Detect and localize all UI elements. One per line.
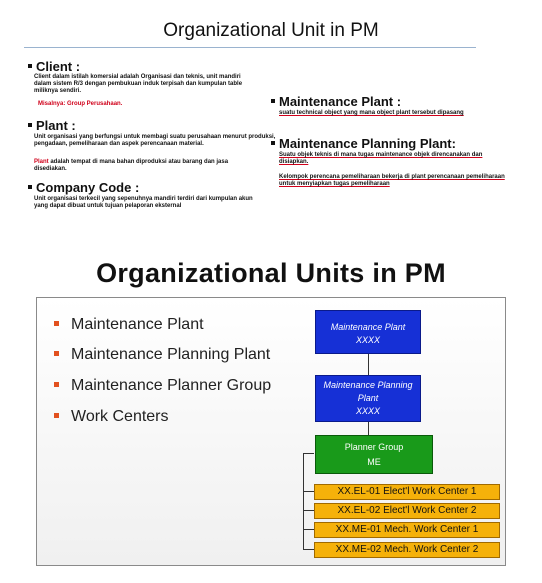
box-code: XXXX: [355, 406, 380, 416]
bullet-square-icon: [54, 413, 59, 418]
maintenance-planning-plant-body-2: Kelompok perencana pemeliharaan bekerja di plant perencanaan pemeliharaan untuk menyiapkan tugas pemeliharaan: [279, 174, 505, 188]
maintenance-planning-plant-body-1: Suatu objek teknis di mana tugas maintenance objek direncanakan dan disiapkan.: [279, 152, 483, 166]
client-heading-text: Client :: [36, 59, 81, 74]
client-body: Client dalam istilah komersial adalah Organisasi dan teknis, unit mandiri dalam sistem R/3 dengan pembukuan induk terpisah dan kumpulan table miliknya sendiri.: [34, 74, 243, 95]
bullet-text: Maintenance Plant: [71, 316, 204, 333]
plant-body-2-rest: adalah tempat di mana bahan diproduksi atau barang dan jasa disediakan.: [34, 159, 229, 173]
slide2-title: Organizational Units in PM: [96, 258, 446, 288]
maintenance-planning-plant-heading: [271, 137, 456, 151]
box-label: Planner Group: [344, 442, 404, 452]
work-center-box: XX.ME-01 Mech. Work Center 1: [314, 522, 500, 538]
connector-line: [303, 491, 314, 492]
maintenance-plant-body: suatu technical object yang mana object plant tersebut dipasang: [279, 110, 464, 116]
connector-line: [303, 549, 314, 550]
maintenance-planning-plant-box: [315, 375, 421, 422]
bullet-text: Maintenance Planning Plant: [71, 346, 271, 363]
bullet-square-icon: [54, 351, 59, 356]
bullet-maintenance-planning-plant: [54, 346, 270, 364]
box-code: ME: [367, 457, 381, 467]
bullet-square-icon: [28, 64, 32, 68]
connector-line: [303, 453, 314, 454]
bullet-square-icon: [271, 141, 275, 145]
bullet-maintenance-plant: [54, 316, 204, 334]
connector-line: [303, 510, 314, 511]
plant-word: Plant: [34, 159, 49, 165]
bullet-square-icon: [28, 123, 32, 127]
work-center-box: XX.EL-02 Elect'l Work Center 2: [314, 503, 500, 519]
bullet-text: Maintenance Planner Group: [71, 377, 272, 394]
bullet-maintenance-planner-group: [54, 377, 271, 395]
maintenance-plant-heading: [271, 95, 401, 109]
planner-group-box: [315, 435, 433, 474]
work-center-box: XX.ME-02 Mech. Work Center 2: [314, 542, 500, 558]
slide1-title: Organizational Unit in PM: [163, 20, 379, 41]
connector-line: [368, 354, 369, 375]
plant-body: Unit organisasi yang berfungsi untuk membagi suatu perusahaan menurut produksi, pengadaan, pemeliharaan dan aspek perencanaan material.: [34, 134, 276, 148]
title-divider: [24, 47, 476, 48]
plant-heading: [28, 119, 76, 133]
plant-body-2: [34, 159, 256, 173]
plant-heading-text: Plant :: [36, 118, 76, 133]
box-code: XXXX: [355, 335, 380, 345]
box-label: Maintenance Planning: [323, 380, 413, 390]
company-code-heading: [28, 181, 139, 195]
bullet-work-centers: [54, 408, 169, 426]
client-example: Misalnya: Group Perusahaan.: [38, 101, 123, 107]
connector-line: [368, 422, 369, 435]
bullet-square-icon: [28, 185, 32, 189]
maintenance-plant-box: [315, 310, 421, 354]
bullet-square-icon: [54, 382, 59, 387]
company-code-heading-text: Company Code :: [36, 180, 140, 195]
bullet-square-icon: [271, 99, 275, 103]
work-center-box: XX.EL-01 Elect'l Work Center 1: [314, 484, 500, 500]
box-label: Maintenance Plant: [330, 322, 406, 332]
connector-line: [303, 453, 304, 549]
company-code-body: Unit organisasi terkecil yang sepenuhnya mandiri terdiri dari kumpulan akun yang dapat dibuat untuk tujuan pelaporan eksternal: [34, 196, 253, 210]
maintenance-plant-heading-text: Maintenance Plant :: [279, 94, 402, 109]
client-heading: [28, 60, 80, 74]
bullet-text: Work Centers: [71, 408, 169, 425]
box-label: Plant: [357, 393, 379, 403]
maintenance-planning-plant-heading-text: Maintenance Planning Plant:: [279, 136, 456, 151]
bullet-square-icon: [54, 321, 59, 326]
connector-line: [303, 529, 314, 530]
